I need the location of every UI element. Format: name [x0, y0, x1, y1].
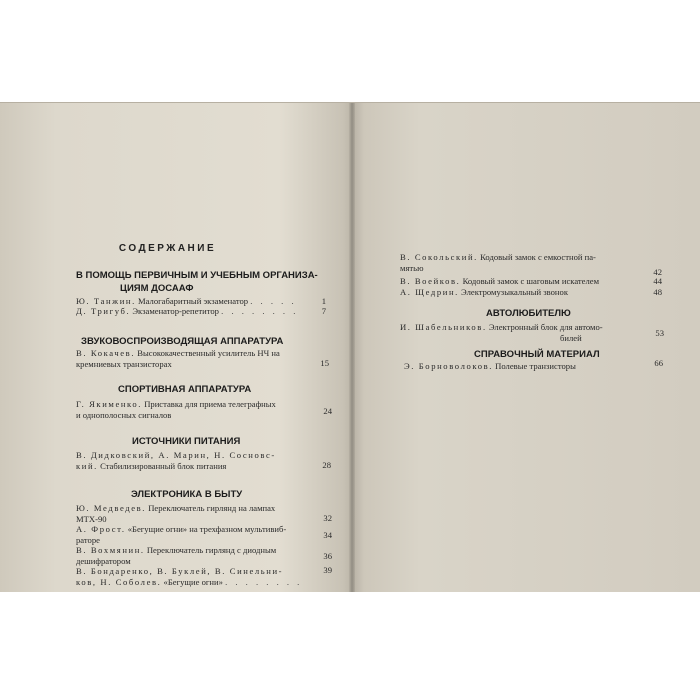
entry-author: Ю. Танжин. — [76, 296, 136, 306]
entry-author: Г. Якименко. — [76, 399, 143, 409]
entry-title: Кодовый замок с шаговым искателем — [462, 276, 600, 286]
section-heading-power: ИСТОЧНИКИ ПИТАНИЯ — [132, 436, 241, 447]
entry-author: А. Фрост. — [76, 524, 126, 534]
entry-title-continued: мятью — [400, 262, 424, 273]
toc-entry — [76, 348, 316, 369]
entry-author: Э. Борноволоков. — [404, 361, 494, 371]
entry-title-continued: МТХ-90 — [76, 513, 107, 524]
page-number: 42 — [653, 267, 662, 277]
entry-author: А. Щедрин. — [400, 287, 459, 297]
entry-title-continued: раторе — [76, 534, 100, 545]
toc-entry — [76, 296, 306, 307]
entry-author: Ю. Медведев. — [76, 503, 147, 513]
page-number: 66 — [654, 358, 663, 368]
entry-author: В. Кокачев. — [76, 348, 136, 358]
section-heading-home-electronics: ЭЛЕКТРОНИКА В БЫТУ — [131, 489, 243, 500]
toc-entry — [76, 545, 316, 566]
entry-title: Электронный блок для автомо- — [488, 322, 603, 332]
section-heading-dosaaf-line1: В ПОМОЩЬ ПЕРВИЧНЫМ И УЧЕБНЫМ ОРГАНИЗА- — [76, 270, 318, 281]
page-number: 1 — [321, 296, 326, 306]
section-heading-reference: СПРАВОЧНЫЙ МАТЕРИАЛ — [474, 349, 600, 360]
left-page — [0, 103, 350, 593]
entry-title-continued: билей — [560, 332, 582, 343]
page-number: 28 — [322, 460, 331, 470]
right-page — [354, 103, 700, 593]
toc-entry — [76, 306, 306, 317]
entry-author: ков, Н. Соболев. — [76, 576, 162, 587]
entry-title-continued: кремниевых транзисторах — [76, 358, 172, 369]
entry-title: Переключатель гирлянд на лампах — [148, 503, 276, 513]
entry-author: В. Воейков. — [400, 276, 461, 286]
leader-dots: . . . . . — [250, 296, 297, 306]
photo-background-top — [0, 0, 700, 102]
open-book-spread — [0, 102, 700, 594]
entry-author: кий. — [76, 460, 98, 471]
entry-title: Кодовый замок с емкостной па- — [480, 252, 596, 262]
leader-dots: . . . . . . . . — [221, 306, 299, 316]
entry-author: В. Вохмянин. — [76, 545, 145, 555]
toc-entry — [400, 287, 645, 298]
page-number: 53 — [655, 328, 664, 338]
page-number: 7 — [321, 306, 326, 316]
page-number: 36 — [323, 551, 332, 561]
entry-title: «Бегущие огни» — [163, 576, 223, 587]
entry-author: И. Шабельников. — [400, 322, 487, 332]
toc-entry — [400, 322, 650, 343]
page-number: 24 — [323, 406, 332, 416]
section-heading-sports: СПОРТИВНАЯ АППАРАТУРА — [118, 384, 252, 395]
section-heading-dosaaf-line2: ЦИЯМ ДОСААФ — [120, 283, 194, 294]
toc-entry: В. Бондаренко, В. Буклей, В. Синельни- ков, Н. Соболев. «Бегущие огни» . . . . . . . . — [76, 566, 326, 587]
photo-background-bottom — [0, 592, 700, 700]
page-number: 44 — [653, 276, 662, 286]
toc-entry — [76, 503, 316, 524]
section-heading-audio: ЗВУКОВОСПРОИЗВОДЯЩАЯ АППАРАТУРА — [81, 336, 284, 347]
entry-author: Д. Тригуб. — [76, 306, 131, 316]
entry-title: Высококачественный усилитель НЧ на — [137, 348, 280, 358]
entry-title: Полевые транзисторы — [495, 361, 576, 371]
page-number: 48 — [653, 287, 662, 297]
entry-title-continued: и однополосных сигналов — [76, 409, 172, 420]
entry-title: Стабилизированный блок питания — [100, 460, 227, 471]
entry-title: Переключатель гирлянд с диодным — [146, 545, 277, 555]
toc-entry — [76, 524, 316, 545]
page-number: 15 — [320, 358, 329, 368]
toc-entry — [76, 399, 316, 420]
entry-authors: В. Дидковский, А. Марин, Н. Сосновс- — [76, 450, 276, 460]
page-number: 32 — [323, 513, 332, 523]
entry-title-continued: дешифратором — [76, 555, 131, 566]
entry-title: Малогабаритный экзаменатор — [138, 296, 249, 306]
toc-entry — [404, 361, 649, 372]
entry-title: Электромузыкальный звонок — [461, 287, 568, 297]
page-number: 34 — [323, 530, 332, 540]
section-heading-motorists: АВТОЛЮБИТЕЛЮ — [486, 308, 571, 319]
entry-author: В. Сокольский. — [400, 252, 478, 262]
contents-heading: СОДЕРЖАНИЕ — [118, 243, 217, 254]
page-number: 39 — [323, 565, 332, 575]
entry-authors: В. Бондаренко, В. Буклей, В. Синельни- — [76, 566, 284, 576]
toc-entry — [400, 252, 660, 273]
entry-title: Экзаменатор-репетитор — [132, 306, 219, 316]
entry-title: Приставка для приема телеграфных — [144, 399, 276, 409]
toc-entry — [400, 276, 645, 287]
entry-title: «Бегущие огни» на трехфазном мультивиб- — [127, 524, 287, 534]
toc-entry — [76, 450, 321, 471]
